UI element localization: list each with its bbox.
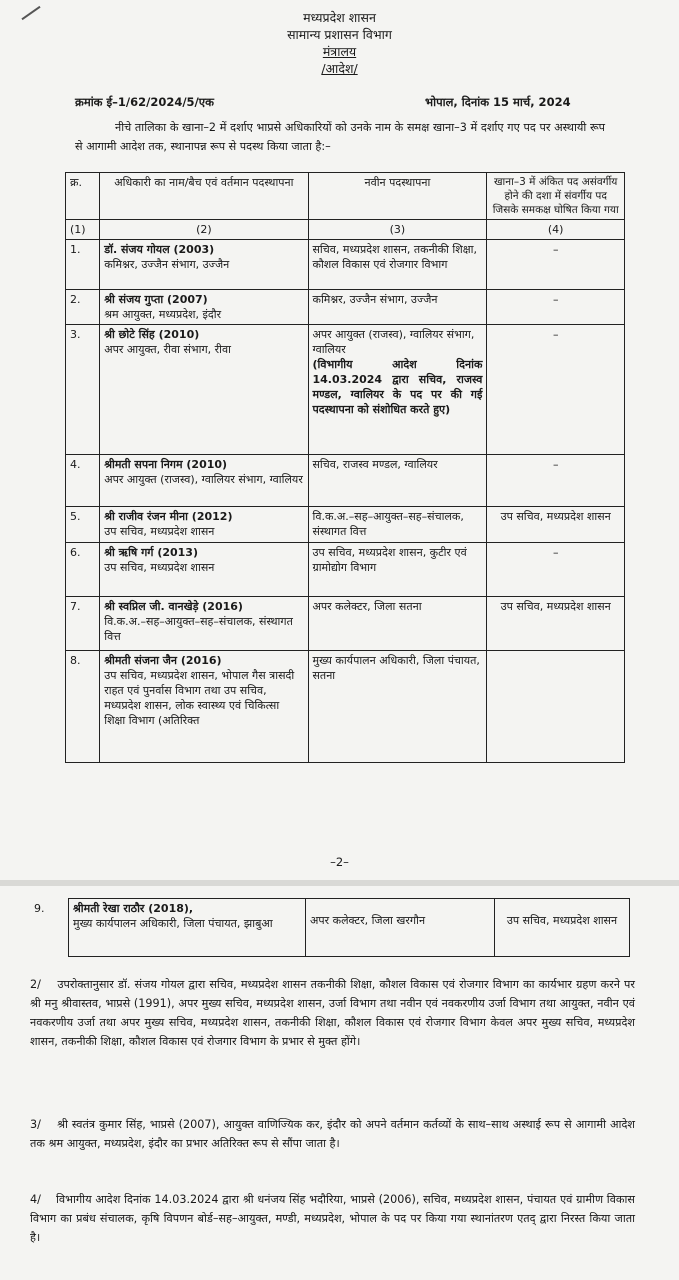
row-number: 2.	[66, 290, 100, 325]
equivalent-post	[487, 651, 625, 763]
page-number: –2–	[330, 855, 349, 869]
current-post: श्रम आयुक्त, मध्यप्रदेश, इंदौर	[104, 308, 222, 321]
new-post: सचिव, मध्यप्रदेश शासन, तकनीकी शिक्षा, कौशल विकास एवं रोजगार विभाग	[308, 240, 487, 290]
table-row	[66, 325, 625, 455]
equivalent-post: –	[487, 543, 625, 597]
paragraph-3	[30, 1115, 635, 1153]
row-number: 4.	[66, 455, 100, 507]
paragraph-2	[30, 975, 635, 1051]
row-number: 3.	[66, 325, 100, 455]
officer-name: श्री राजीव रंजन मीना (2012)	[104, 510, 233, 523]
officer-name: श्रीमती सपना निगम (2010)	[104, 458, 228, 471]
row-number: 5.	[66, 507, 100, 543]
officer-name: डॉ. संजय गोयल (2003)	[104, 243, 215, 256]
table-row	[66, 455, 625, 507]
posting-table	[65, 172, 625, 763]
officer-name: श्री स्वप्निल जी. वानखेड़े (2016)	[104, 600, 243, 613]
row-number: 8.	[66, 651, 100, 763]
new-post: उप सचिव, मध्यप्रदेश शासन, कुटीर एवं ग्रामोद्योग विभाग	[308, 543, 487, 597]
header-cell: नवीन पदस्थापना	[308, 173, 487, 220]
new-post: अपर कलेक्टर, जिला सतना	[308, 597, 487, 651]
table-row	[66, 543, 625, 597]
table-number-row	[66, 220, 625, 240]
para-number: 3/	[30, 1118, 41, 1131]
header-cell: क्र.	[66, 173, 100, 220]
para-text: श्री स्वतंत्र कुमार सिंह, भाप्रसे (2007), आयुक्त वाणिज्यिक कर, इंदौर को अपने वर्तमान कर्तव्यों के साथ–साथ अस्थाई रूप से आगामी आदेश तक श्रम आयुक्त, मध्यप्रदेश, इंदौर का प्रभार अतिरिक्त रूप से सौंपा जाता है।	[30, 1118, 635, 1150]
current-post: उप सचिव, मध्यप्रदेश शासन	[104, 525, 215, 538]
row-number: 9.	[34, 901, 45, 915]
order-number: क्रमांक ई–1/62/2024/5/एक	[75, 95, 214, 109]
table-row	[66, 597, 625, 651]
header-cell: खाना–3 में अंकित पद असंवर्गीय होने की दशा में संवर्गीय पद जिसके समकक्ष घोषित किया गया	[487, 173, 625, 220]
equivalent-post: उप सचिव, मध्यप्रदेश शासन	[487, 597, 625, 651]
page-separator	[0, 880, 679, 886]
officer-name: श्रीमती संजना जैन (2016)	[104, 654, 222, 667]
current-post: उप सचिव, मध्यप्रदेश शासन, भोपाल गैस त्रासदी राहत एवं पुनर्वास विभाग तथा उप सचिव, मध्यप्रदेश शासन, लोक स्वास्थ्य एवं चिकित्सा शिक्षा विभाग (अतिरिक्त	[104, 669, 295, 727]
current-post: वि.क.अ.–सह–आयुक्त–सह–संचालक, संस्थागत वित्त	[104, 615, 293, 643]
row-number: 6.	[66, 543, 100, 597]
table-header-row	[66, 173, 625, 220]
equivalent-post: उप सचिव, मध्यप्रदेश शासन	[495, 899, 630, 957]
new-post-note: (विभागीय आदेश दिनांक 14.03.2024 द्वारा सचिव, राजस्व मण्डल, ग्वालियर के पद पर की गई पदस्थापना को संशोधित करते हुए)	[312, 358, 483, 416]
table-row	[66, 651, 625, 763]
number-cell: (3)	[308, 220, 487, 240]
officer-name: श्री संजय गुप्ता (2007)	[104, 293, 208, 306]
current-post: अपर आयुक्त, रीवा संभाग, रीवा	[104, 343, 231, 356]
intro-paragraph: नीचे तालिका के खाना–2 में दर्शाए भाप्रसे अधिकारियों को उनके नाम के समक्ष खाना–3 में दर्शाए गए पद पर अस्थायी रूप से आगामी आदेश तक, स्थानापन्न रूप से पदस्थ किया जाता है:–	[75, 121, 605, 153]
number-cell: (4)	[487, 220, 625, 240]
table-row	[30, 899, 630, 957]
para-number: 4/	[30, 1193, 41, 1206]
header-cell: अधिकारी का नाम/बैच एवं वर्तमान पदस्थापना	[100, 173, 308, 220]
equivalent-post: –	[487, 240, 625, 290]
current-post: कमिश्नर, उज्जैन संभाग, उज्जैन	[104, 258, 230, 271]
new-post: वि.क.अ.–सह–आयुक्त–सह–संचालक, संस्थागत वित्त	[308, 507, 487, 543]
new-post: कमिश्नर, उज्जैन संभाग, उज्जैन	[308, 290, 487, 325]
current-post: अपर आयुक्त (राजस्व), ग्वालियर संभाग, ग्वालियर	[104, 473, 303, 486]
header-govt: मध्यप्रदेश शासन	[303, 10, 376, 25]
para-number: 2/	[30, 978, 41, 991]
current-post: उप सचिव, मध्यप्रदेश शासन	[104, 561, 215, 574]
table-row	[66, 240, 625, 290]
header-dept: सामान्य प्रशासन विभाग	[287, 27, 392, 42]
new-post: अपर आयुक्त (राजस्व), ग्वालियर संभाग, ग्वालियर	[312, 328, 475, 356]
equivalent-post: –	[487, 325, 625, 455]
current-post: मुख्य कार्यपालन अधिकारी, जिला पंचायत, झाबुआ	[73, 917, 273, 930]
equivalent-post: उप सचिव, मध्यप्रदेश शासन	[487, 507, 625, 543]
paragraph-4	[30, 1190, 635, 1247]
officer-name: श्री छोटे सिंह (2010)	[104, 328, 200, 341]
table-row	[66, 507, 625, 543]
header-order: /आदेश/	[321, 61, 358, 76]
new-post: मुख्य कार्यपालन अधिकारी, जिला पंचायत, सतना	[308, 651, 487, 763]
new-post: सचिव, राजस्व मण्डल, ग्वालियर	[308, 455, 487, 507]
table-row	[66, 290, 625, 325]
equivalent-post: –	[487, 455, 625, 507]
equivalent-post: –	[487, 290, 625, 325]
officer-name: श्री ऋषि गर्ग (2013)	[104, 546, 198, 559]
posting-table-continued	[30, 898, 630, 957]
number-cell: (2)	[100, 220, 308, 240]
place-date: भोपाल, दिनांक 15 मार्च, 2024	[425, 95, 571, 109]
number-cell: (1)	[66, 220, 100, 240]
officer-name: श्रीमती रेखा राठौर (2018),	[73, 902, 194, 915]
new-post: अपर कलेक्टर, जिला खरगौन	[306, 899, 495, 957]
para-text: विभागीय आदेश दिनांक 14.03.2024 द्वारा श्री धनंजय सिंह भदौरिया, भाप्रसे (2006), सचिव, मध्यप्रदेश शासन, पंचायत एवं ग्रामीण विकास विभाग का प्रबंध संचालक, कृषि विपणन बोर्ड–सह–आयुक्त, मण्डी, मध्यप्रदेश, भोपाल के पद पर किया गया स्थानांतरण एतद् द्वारा निरस्त किया जाता है।	[30, 1193, 635, 1244]
header-ministry: मंत्रालय	[322, 44, 357, 59]
row-number: 1.	[66, 240, 100, 290]
para-text: उपरोक्तानुसार डॉ. संजय गोयल द्वारा सचिव, मध्यप्रदेश शासन तकनीकी शिक्षा, कौशल विकास एवं रोजगार विभाग का कार्यभार ग्रहण करने पर श्री मनु श्रीवास्तव, भाप्रसे (1991), अपर मुख्य सचिव, मध्यप्रदेश शासन, उर्जा विभाग तथा नवीन एवं नवकरणीय उर्जा विभाग तथा आयुक्त, नवीन एवं नवकरणीय उर्जा तथा अपर मुख्य सचिव, मध्यप्रदेश शासन, तकनीकी शिक्षा, कौशल विकास एवं रोजगार विभाग केवल अपर मुख्य सचिव, मध्यप्रदेश शासन, तकनीकी शिक्षा, कौशल विकास एवं रोजगार विभाग के प्रभार से मुक्त होंगे।	[30, 978, 635, 1048]
row-number: 7.	[66, 597, 100, 651]
